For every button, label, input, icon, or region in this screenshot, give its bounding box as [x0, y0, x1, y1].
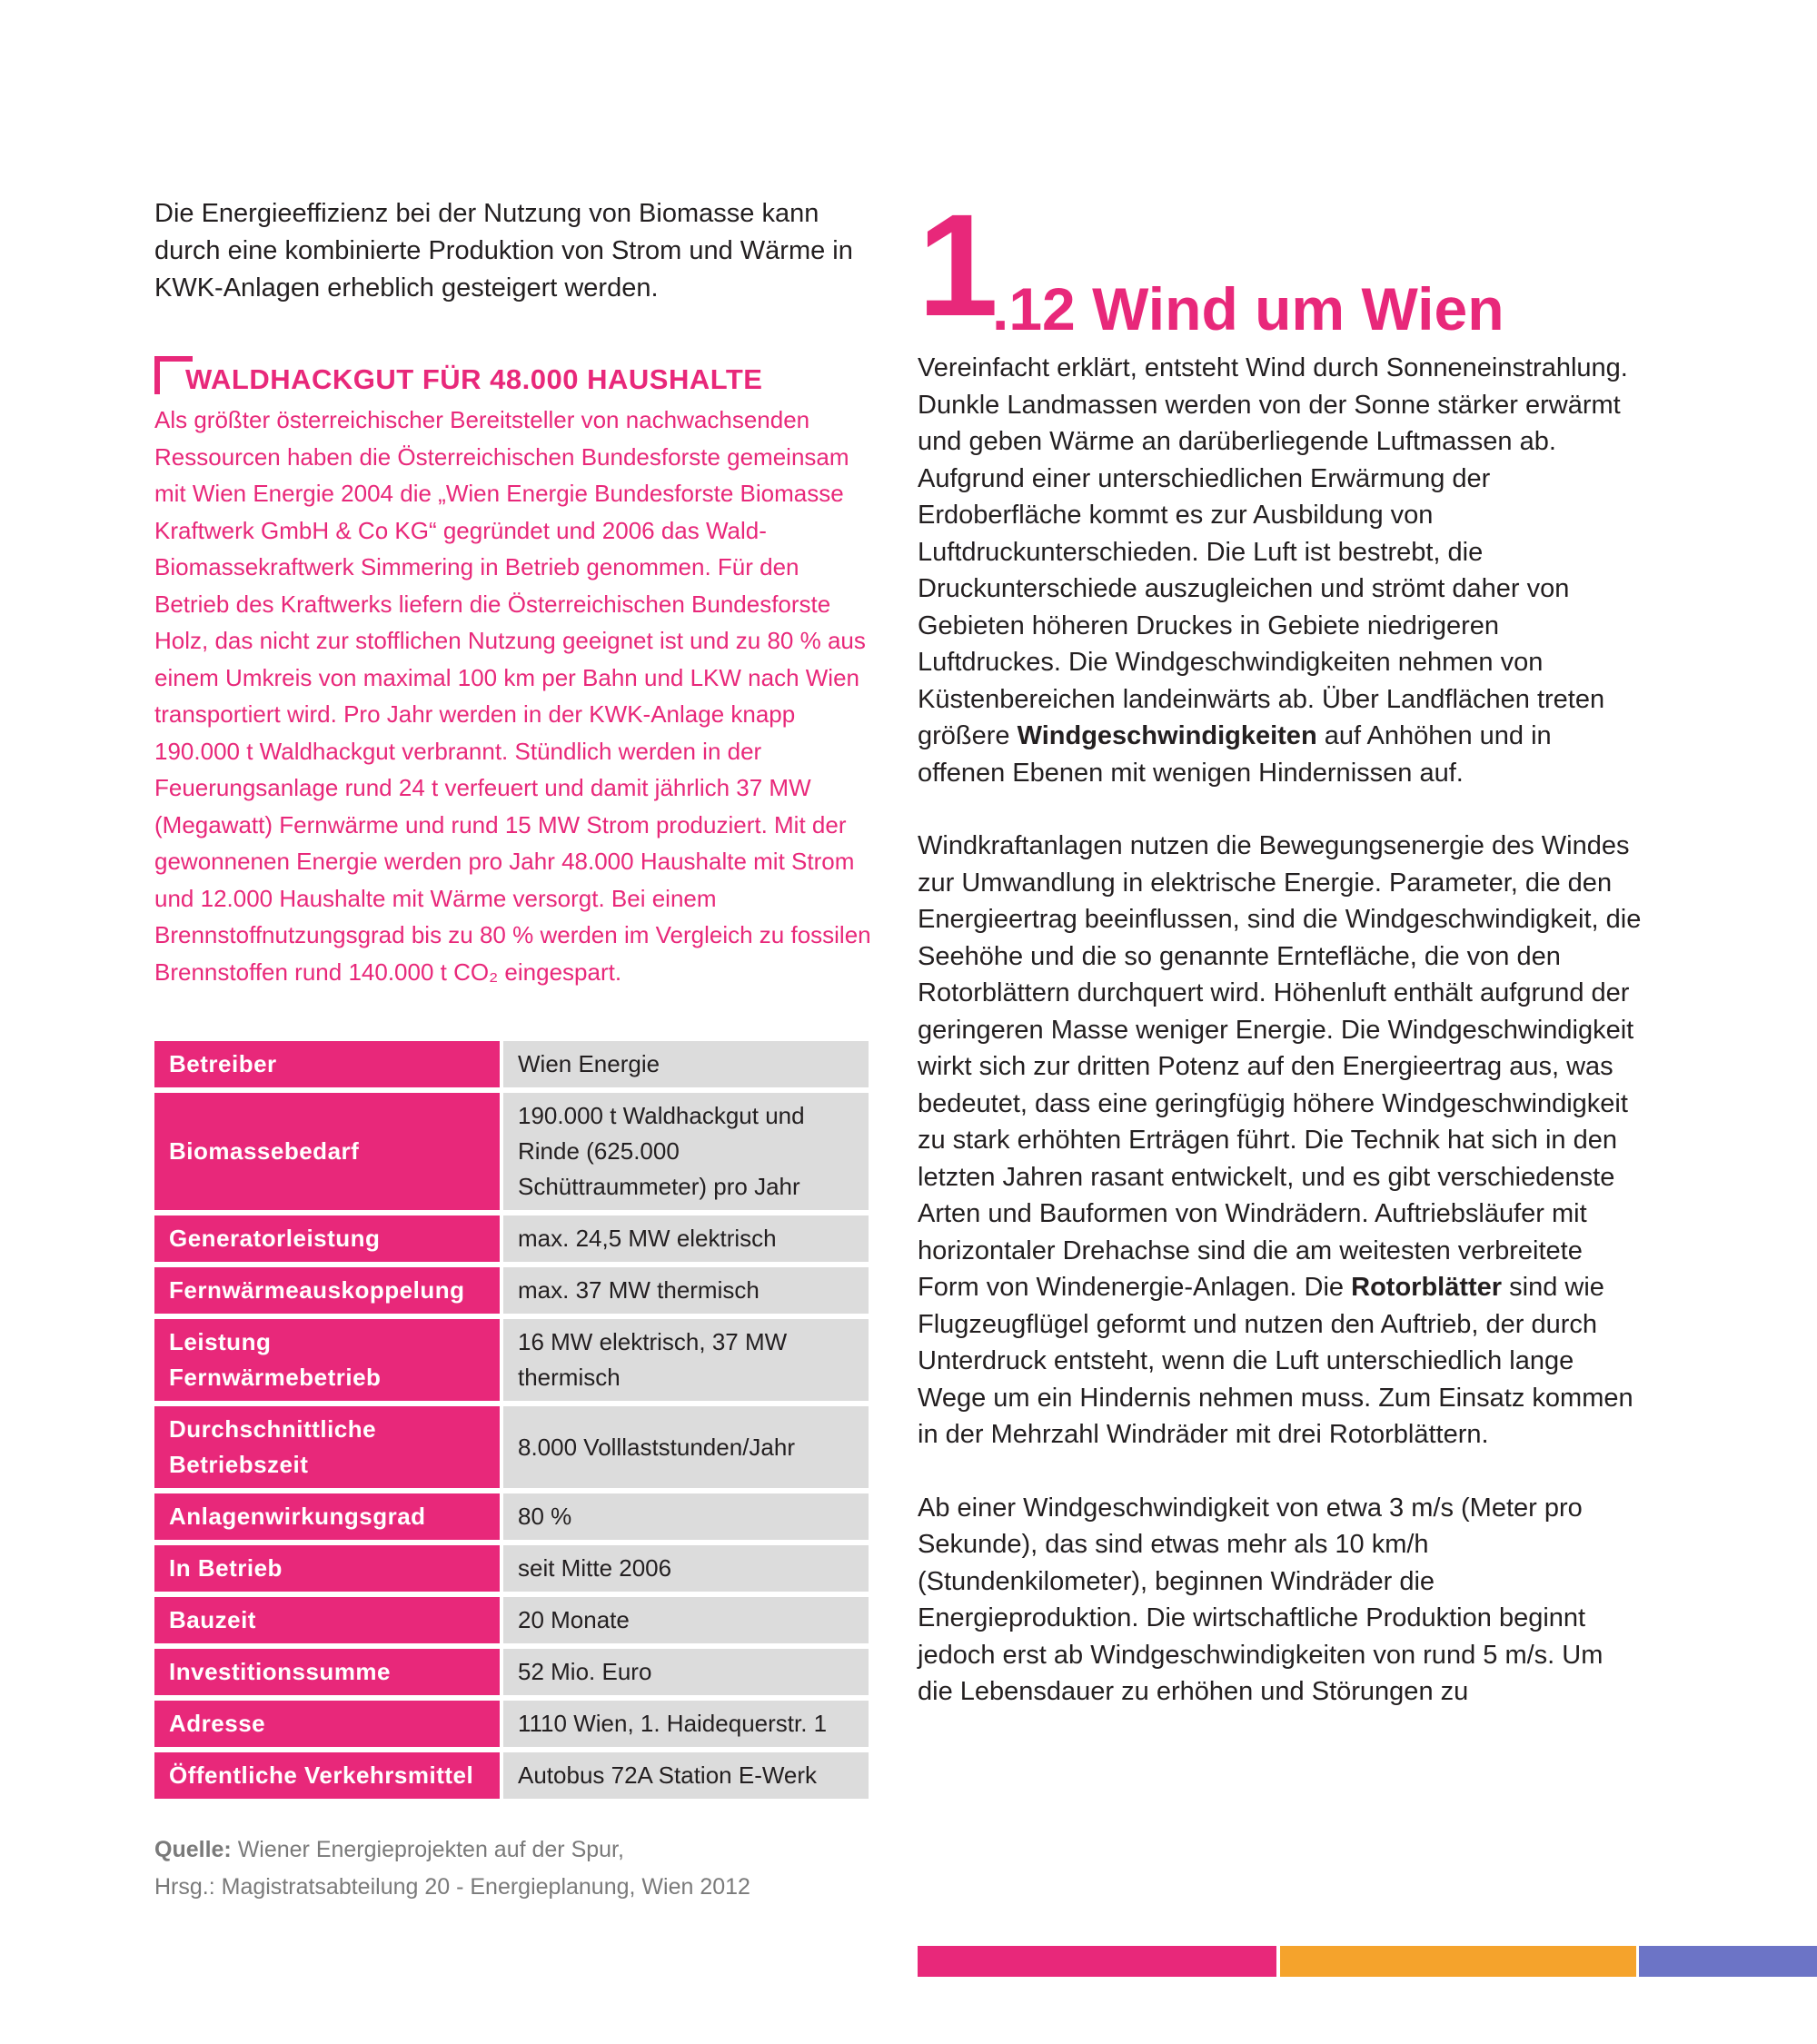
table-key-cell: Adresse	[154, 1701, 500, 1747]
table-value-cell: 190.000 t Waldhackgut und Rinde (625.000 Schüttraummeter) pro Jahr	[503, 1093, 869, 1210]
table-row	[154, 1093, 869, 1210]
info-box-heading	[154, 362, 872, 398]
table-key-cell: Betreiber	[154, 1041, 500, 1087]
table-row	[154, 1406, 869, 1488]
table-value-cell: 52 Mio. Euro	[503, 1649, 869, 1695]
table-row	[154, 1649, 869, 1695]
table-row	[154, 1493, 869, 1540]
paragraph-1-text-a: Vereinfacht erklärt, entsteht Wind durch Sonneneinstrahlung. Dunkle Landmassen werden von der Sonne stärker erwärmt und geben Wärme an darüberliegende Luftmassen ab. Aufgrund einer unterschiedlichen Erwärmung der Erdoberfläche kommt es zur Ausbildung von Luftdruckunterschieden. Die Luft ist bestrebt, die Druckunterschiede auszugleichen und strömt daher von Gebieten höheren Druckes in Gebiete niedrigeren Luftdruckes. Die Windgeschwindigkeiten nehmen von Küstenbereichen landeinwärts ab. Über Landflächen treten größere	[918, 353, 1628, 750]
left-column	[154, 195, 872, 1906]
source-line-2: Hrsg.: Magistratsabteilung 20 - Energieplanung, Wien 2012	[154, 1874, 750, 1900]
footer-bar-pink	[918, 1946, 1276, 1977]
table-value-cell: 20 Monate	[503, 1597, 869, 1643]
section-heading	[918, 184, 1644, 350]
table-value-cell: max. 37 MW thermisch	[503, 1267, 869, 1314]
table-key-cell: Anlagenwirkungsgrad	[154, 1493, 500, 1540]
footer-bar-orange	[1280, 1946, 1636, 1977]
info-box-text: Als größter österreichischer Bereitsteller von nachwachsenden Ressourcen haben die Österreichischen Bundesforste gemeinsam mit Wien Energie 2004 die „Wien Energie Bundesforste Biomasse Kraftwerk GmbH & Co KG“ gegründet und 2006 das Wald-Biomassekraftwerk Simmering in Betrieb genommen. Für den Betrieb des Kraftwerks liefern die Österreichischen Bundesforste Holz, das nicht zur stofflichen Nutzung geeignet ist und zu 80 % aus einem Umkreis von maximal 100 km per Bahn und LKW nach Wien transportiert wird. Pro Jahr werden in der KWK-Anlage knapp 190.000 t Waldhackgut verbrannt. Stündlich werden in der Feuerungsanlage rund 24 t verfeuert und damit jährlich 37 MW (Megawatt) Fernwärme und rund 15 MW Strom produziert. Mit der gewonnenen Energie werden pro Jahr 48.000 Haushalte mit Strom und 12.000 Haushalte mit Wärme versorgt. Bei einem Brennstoffnutzungsgrad bis zu 80 % werden im Vergleich zu fossilen Brennstoffen rund 140.000 t CO₂ eingespart.	[154, 406, 871, 986]
source-note	[154, 1831, 872, 1906]
table-value-cell: seit Mitte 2006	[503, 1545, 869, 1592]
facts-table	[151, 1036, 872, 1804]
table-key-cell: Öffentliche Verkehrsmittel	[154, 1752, 500, 1799]
table-row	[154, 1701, 869, 1747]
table-value-cell: Autobus 72A Station E-Werk	[503, 1752, 869, 1799]
table-key-cell: Fernwärmeauskoppelung	[154, 1267, 500, 1314]
table-row	[154, 1545, 869, 1592]
table-row	[154, 1752, 869, 1799]
intro-paragraph: Die Energieeffizienz bei der Nutzung von Biomasse kann durch eine kombinierte Produktion von Strom und Wärme in KWK-Anlagen erheblich gesteigert werden.	[154, 199, 853, 303]
table-row	[154, 1267, 869, 1314]
paragraph-2-text-b: sind wie Flugzeugflügel geformt und nutzen den Auftrieb, der durch Unterdruck entsteht, wenn die Luft unterschiedlich lange Wege um ein Hindernis nehmen muss. Zum Einsatz kommen in der Mehrzahl Windräder mit drei Rotorblättern.	[918, 1273, 1633, 1449]
info-box-title: WALDHACKGUT FÜR 48.000 HAUSHALTE	[185, 363, 763, 395]
table-key-cell: Biomassebedarf	[154, 1093, 500, 1210]
paragraph-2-text-a: Windkraftanlagen nutzen die Bewegungsenergie des Windes zur Umwandlung in elektrische Energie. Parameter, die den Energieertrag beeinflussen, sind die Windgeschwindigkeit, die Seehöhe und die so genannte Erntefläche, die von den Rotorblättern durchquert wird. Höhenluft enthält aufgrund der geringeren Masse weniger Energie. Die Windgeschwindigkeit wirkt sich zur dritten Potenz auf den Energieertrag aus, was bedeutet, dass eine geringfügig höhere Windgeschwindigkeit zu stark erhöhten Erträgen führt. Die Technik hat sich in den letzten Jahren rasant entwickelt, und es gibt verschiedenste Arten und Bauformen von Windrädern. Auftriebsläufer mit horizontaler Drehachse sind die am weitesten verbreitete Form von Windenergie-Anlagen. Die	[918, 831, 1642, 1302]
table-value-cell: 8.000 Volllaststunden/Jahr	[503, 1406, 869, 1488]
chapter-number: 1	[918, 184, 998, 346]
footer-bar-blue	[1639, 1946, 1817, 1977]
table-key-cell: Durchschnittliche Betriebszeit	[154, 1406, 500, 1488]
table-row	[154, 1215, 869, 1262]
table-value-cell: 1110 Wien, 1. Haidequerstr. 1	[503, 1701, 869, 1747]
table-key-cell: In Betrieb	[154, 1545, 500, 1592]
source-label: Quelle:	[154, 1837, 232, 1862]
table-row	[154, 1597, 869, 1643]
section-title: .12 Wind um Wien	[992, 275, 1504, 342]
paragraph-2-bold: Rotorblätter	[1351, 1273, 1503, 1302]
table-row	[154, 1319, 869, 1401]
table-key-cell: Leistung Fernwärmebetrieb	[154, 1319, 500, 1401]
paragraph-3: Ab einer Windgeschwindigkeit von etwa 3 m/s (Meter pro Sekunde), das sind etwas mehr als 10 km/h (Stundenkilometer), beginnen Windräder die Energieproduktion. Die wirtschaftliche Produktion beginnt jedoch erst ab Windgeschwindigkeiten von rund 5 m/s. Um die Lebensdauer zu erhöhen und Störungen zu	[918, 1493, 1604, 1706]
table-key-cell: Investitionssumme	[154, 1649, 500, 1695]
table-value-cell: Wien Energie	[503, 1041, 869, 1087]
table-row	[154, 1041, 869, 1087]
source-line-1: Wiener Energieprojekten auf der Spur,	[231, 1837, 624, 1862]
corner-bracket-icon	[154, 356, 193, 394]
paragraph-1	[918, 350, 1644, 791]
paragraph-1-text-b: auf Anhöhen und in offenen Ebenen mit wenigen Hindernissen auf.	[918, 721, 1552, 788]
paragraph-1-bold: Windgeschwindigkeiten	[1017, 721, 1317, 750]
table-value-cell: 16 MW elektrisch, 37 MW thermisch	[503, 1319, 869, 1401]
table-value-cell: max. 24,5 MW elektrisch	[503, 1215, 869, 1262]
table-key-cell: Bauzeit	[154, 1597, 500, 1643]
right-column	[918, 184, 1644, 1711]
paragraph-2	[918, 828, 1644, 1454]
table-value-cell: 80 %	[503, 1493, 869, 1540]
table-key-cell: Generatorleistung	[154, 1215, 500, 1262]
